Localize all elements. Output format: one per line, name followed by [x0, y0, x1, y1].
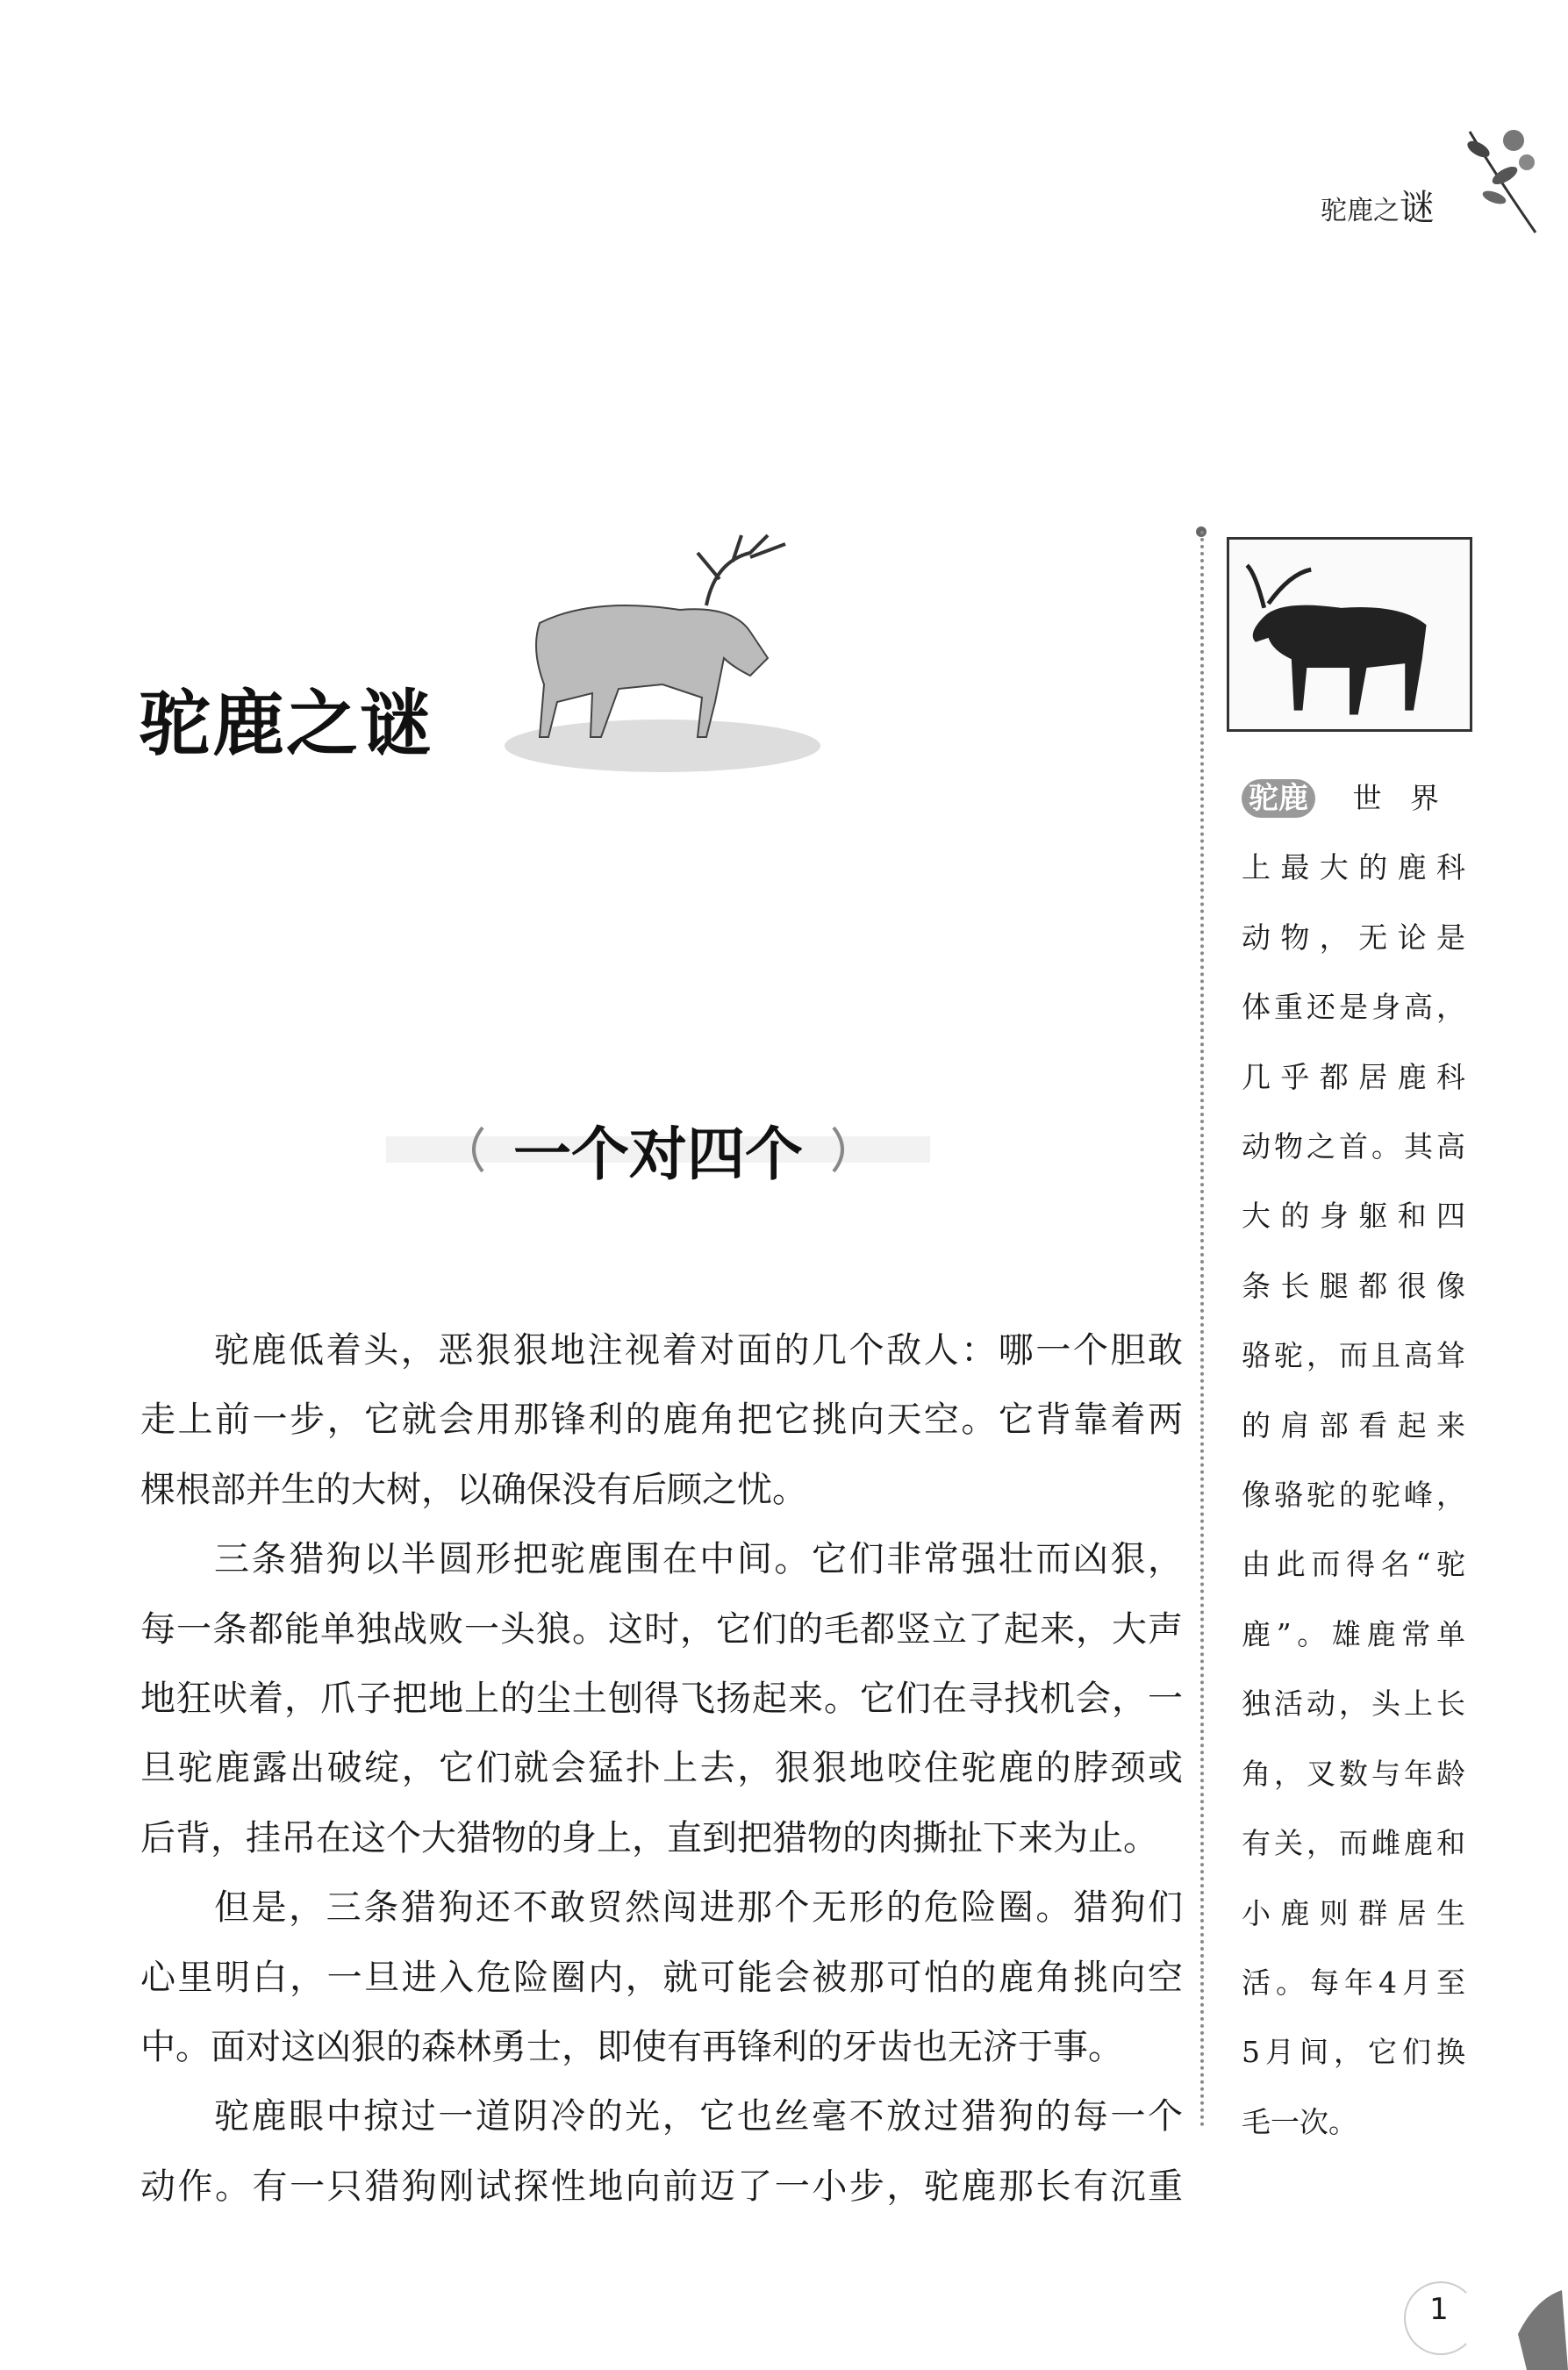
corner-illustration	[1509, 2246, 1568, 2370]
sidebar-line: 骆驼，而且高耸	[1242, 1338, 1465, 1373]
body-text-line: 棵根部并生的大树，以确保没有后顾之忧。	[140, 1469, 807, 1510]
dotted-divider	[1200, 531, 1204, 2128]
sidebar-line: 鹿”。雄鹿常单	[1242, 1616, 1465, 1651]
body-text-line: 心里明白，一旦进入危险圈内，就可能会被那可怕的鹿角挑向空	[140, 1957, 1183, 1998]
body-text-line: 地狂吠着，爪子把地上的尘土刨得飞扬起来。它们在寻找机会，一	[140, 1679, 1183, 1720]
body-text-line: 后背，挂吊在这个大猎物的身上，直到把猎物的肉撕扯下来为止。	[140, 1817, 1158, 1858]
sidebar-line: 动物之首。其高	[1242, 1129, 1465, 1164]
moose-photo	[1227, 537, 1472, 732]
sidebar-line: 上最大的鹿科	[1242, 850, 1465, 885]
flower-illustration	[1452, 114, 1549, 237]
sidebar-line: 5月间，它们换	[1242, 2035, 1465, 2070]
body-text-line: 三条猎狗以半圆形把驼鹿围在中间。它们非常强壮而凶狠，	[214, 1539, 1183, 1580]
sidebar-first-line	[1242, 763, 1465, 833]
page-number: 1	[1429, 2292, 1449, 2327]
body-text-line: 每一条都能单独战败一头狼。这时，它们的毛都竖立了起来，大声	[140, 1608, 1183, 1650]
term-badge: 驼鹿	[1242, 779, 1315, 818]
running-head	[1321, 180, 1435, 230]
running-head-prefix: 驼鹿之	[1321, 196, 1400, 226]
sidebar-line: 独活动，头上长	[1242, 1686, 1465, 1722]
body-text-line: 旦驼鹿露出破绽，它们就会猛扑上去，狠狠地咬住驼鹿的脖颈或	[140, 1748, 1183, 1789]
sidebar-line: 活。每年4月至	[1242, 1965, 1465, 2000]
body-text-line: 动作。有一只猎狗刚试探性地向前迈了一小步，驼鹿那长有沉重	[140, 2166, 1183, 2207]
sidebar-note	[1242, 763, 1465, 2157]
body-text-line: 驼鹿眼中掠过一道阴冷的光，它也丝毫不放过猎狗的每一个	[214, 2096, 1183, 2137]
sidebar-line: 毛一次。	[1242, 2104, 1357, 2139]
sidebar-line: 的肩部看起来	[1242, 1407, 1465, 1443]
sidebar-line: 像骆驼的驼峰，	[1242, 1478, 1465, 1513]
sidebar-line: 由此而得名“驼	[1242, 1547, 1465, 1582]
sidebar-line: 小鹿则群居生	[1242, 1895, 1465, 1930]
body-text-line: 但是，三条猎狗还不敢贸然闯进那个无形的危险圈。猎狗们	[214, 1887, 1183, 1929]
sidebar-first-text: 世界	[1350, 781, 1465, 815]
body-text-line: 中。面对这凶狠的森林勇士，即使有再锋利的牙齿也无济于事。	[140, 2027, 1123, 2068]
running-head-last: 谜	[1400, 188, 1435, 228]
sidebar-line: 几乎都居鹿科	[1242, 1059, 1465, 1094]
chapter-title: 驼鹿之谜	[139, 683, 434, 766]
body-text-line: 走上前一步，它就会用那锋利的鹿角把它挑向天空。它背靠着两	[140, 1400, 1183, 1441]
sidebar-line: 体重还是身高，	[1242, 990, 1465, 1025]
main-body-text	[140, 1316, 1183, 2222]
moose-illustration	[487, 526, 856, 781]
sidebar-line: 大的身躯和四	[1242, 1199, 1465, 1234]
sidebar-line: 动物，无论是	[1242, 920, 1465, 955]
sidebar-line: 角，叉数与年龄	[1242, 1756, 1465, 1791]
sidebar-line: 条长腿都很像	[1242, 1268, 1465, 1303]
section-title: 一个对四个	[513, 1121, 803, 1188]
sidebar-line: 有关，而雌鹿和	[1242, 1826, 1465, 1861]
body-text-line: 驼鹿低着头，恶狠狠地注视着对面的几个敌人：哪一个胆敢	[214, 1330, 1183, 1371]
